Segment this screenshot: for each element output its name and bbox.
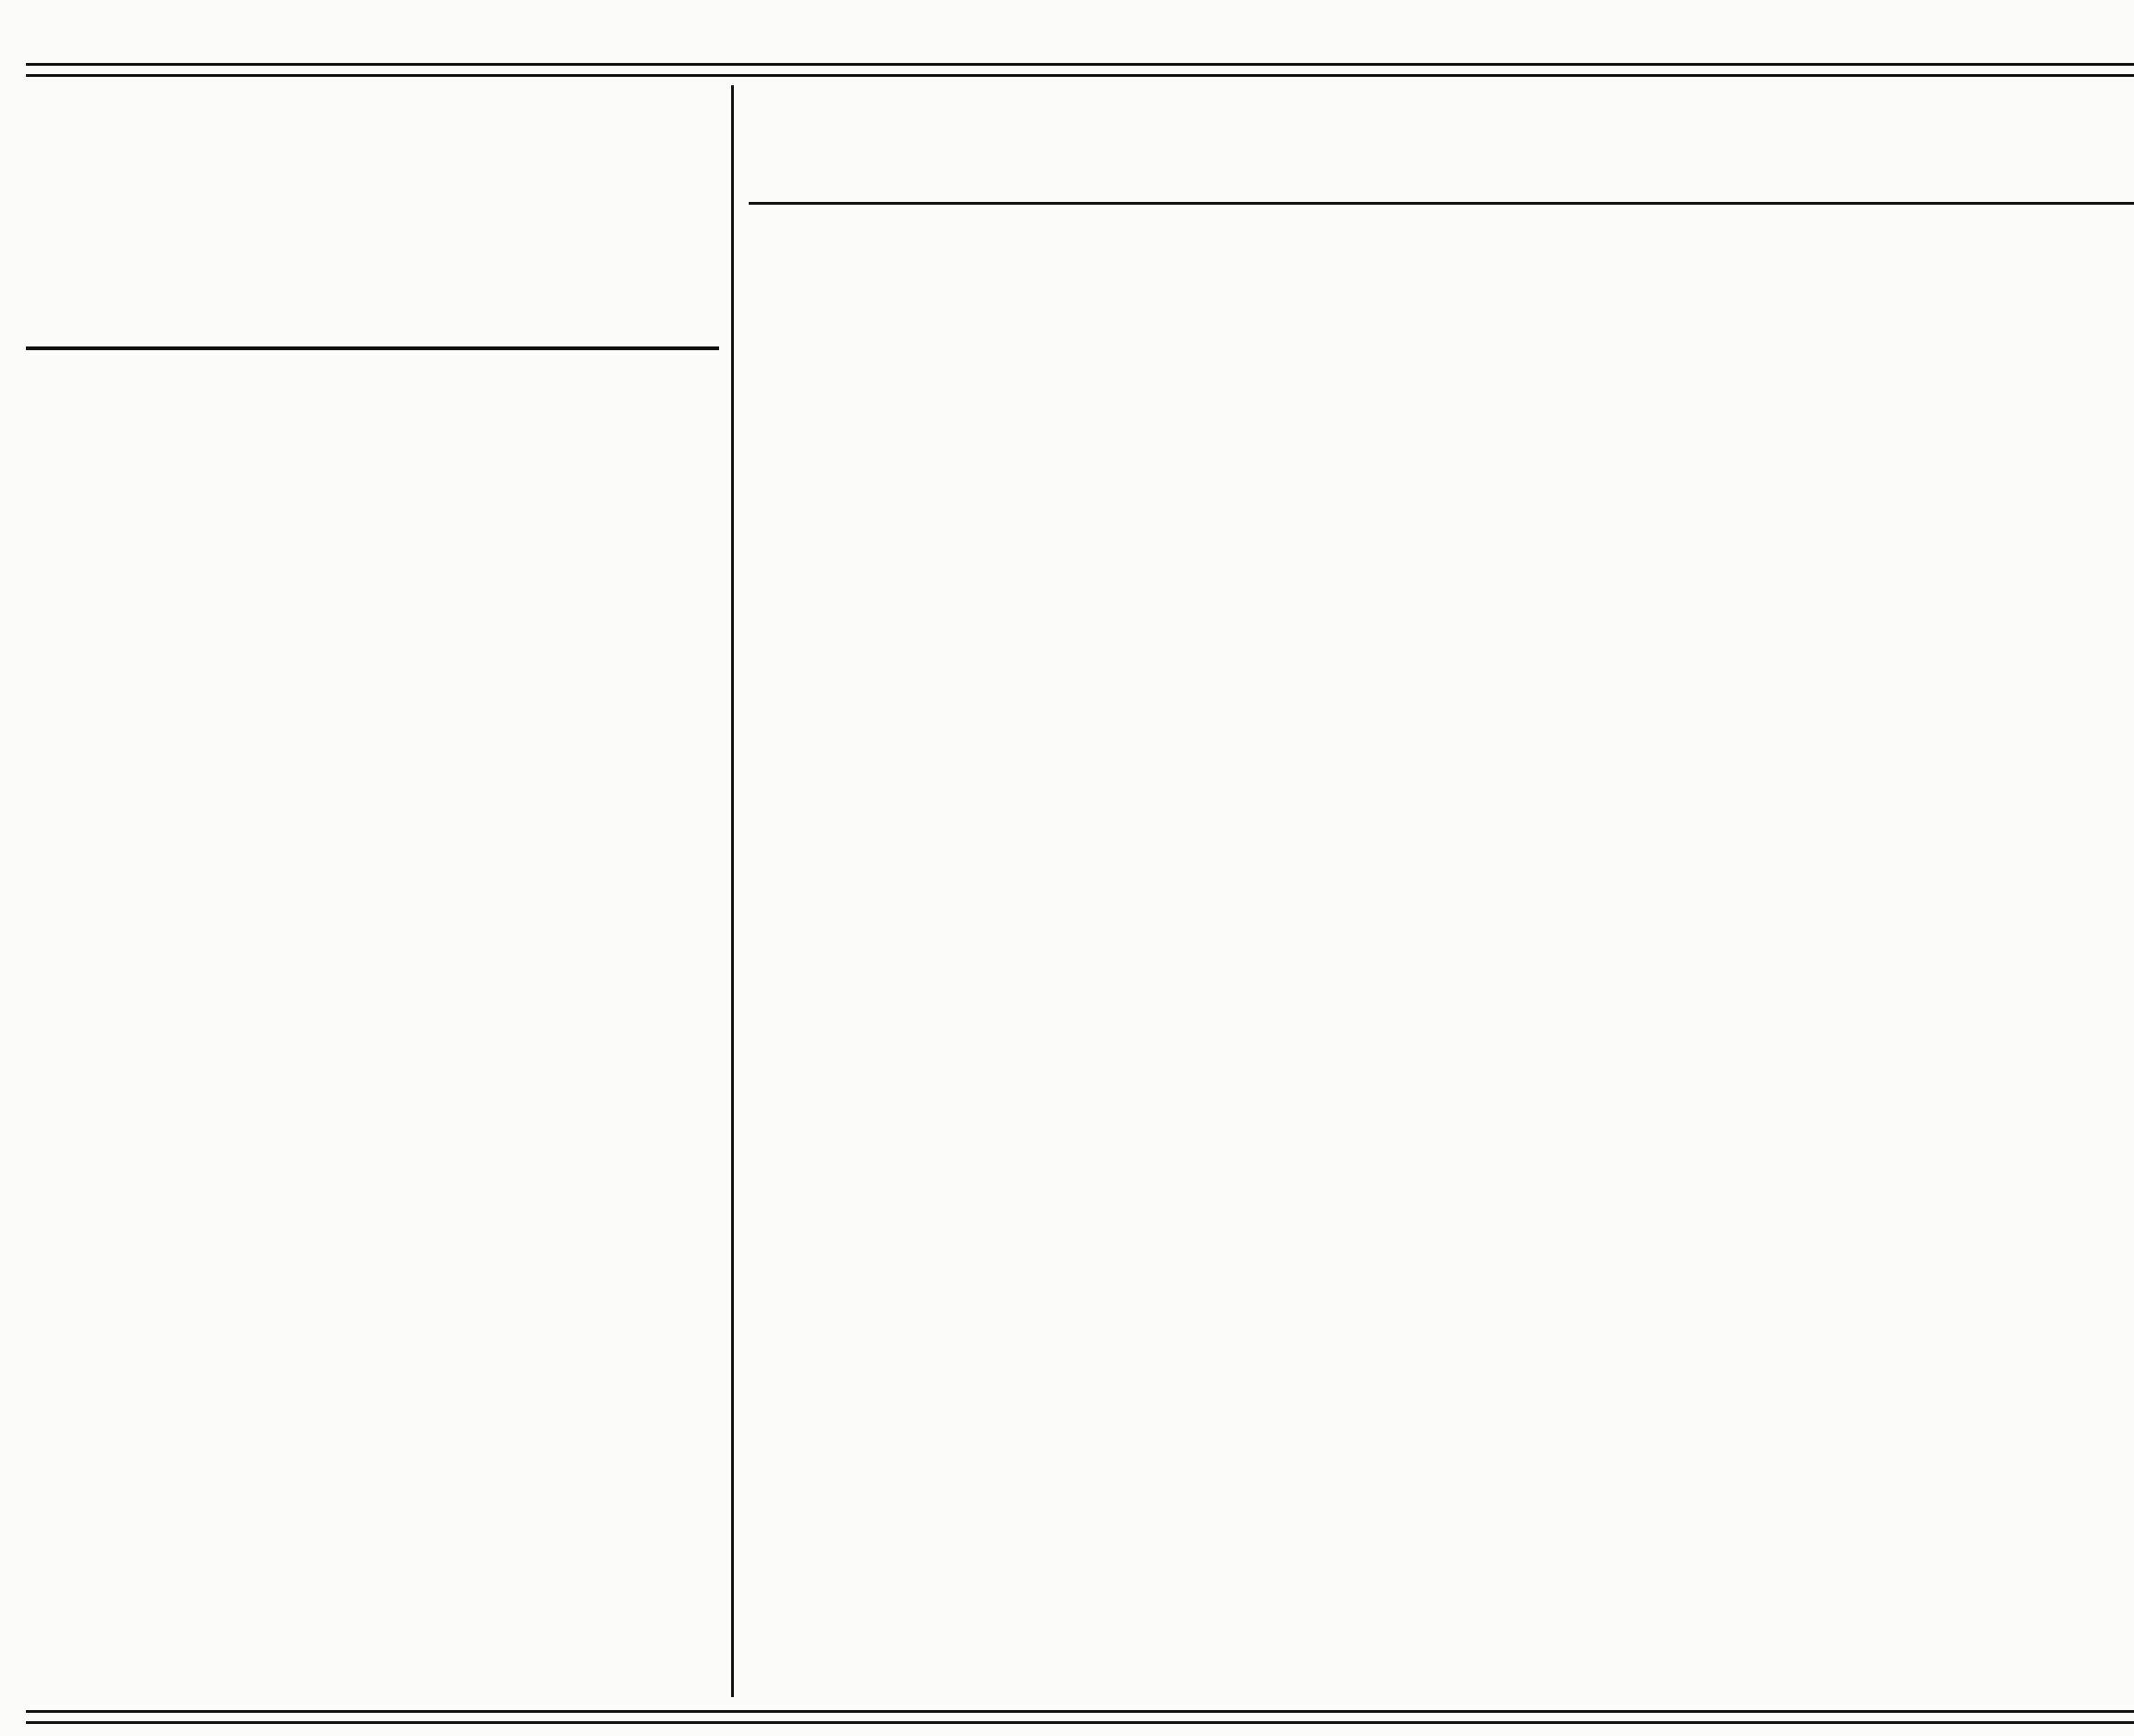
category-header-rule [26, 346, 719, 350]
category-divider [731, 85, 734, 1697]
bottom-rule-double [26, 1721, 2134, 1724]
bottom-rule [26, 1710, 2134, 1713]
top-rule [26, 63, 2134, 66]
top-rule-double [26, 74, 2134, 77]
header-rule [749, 202, 2134, 205]
